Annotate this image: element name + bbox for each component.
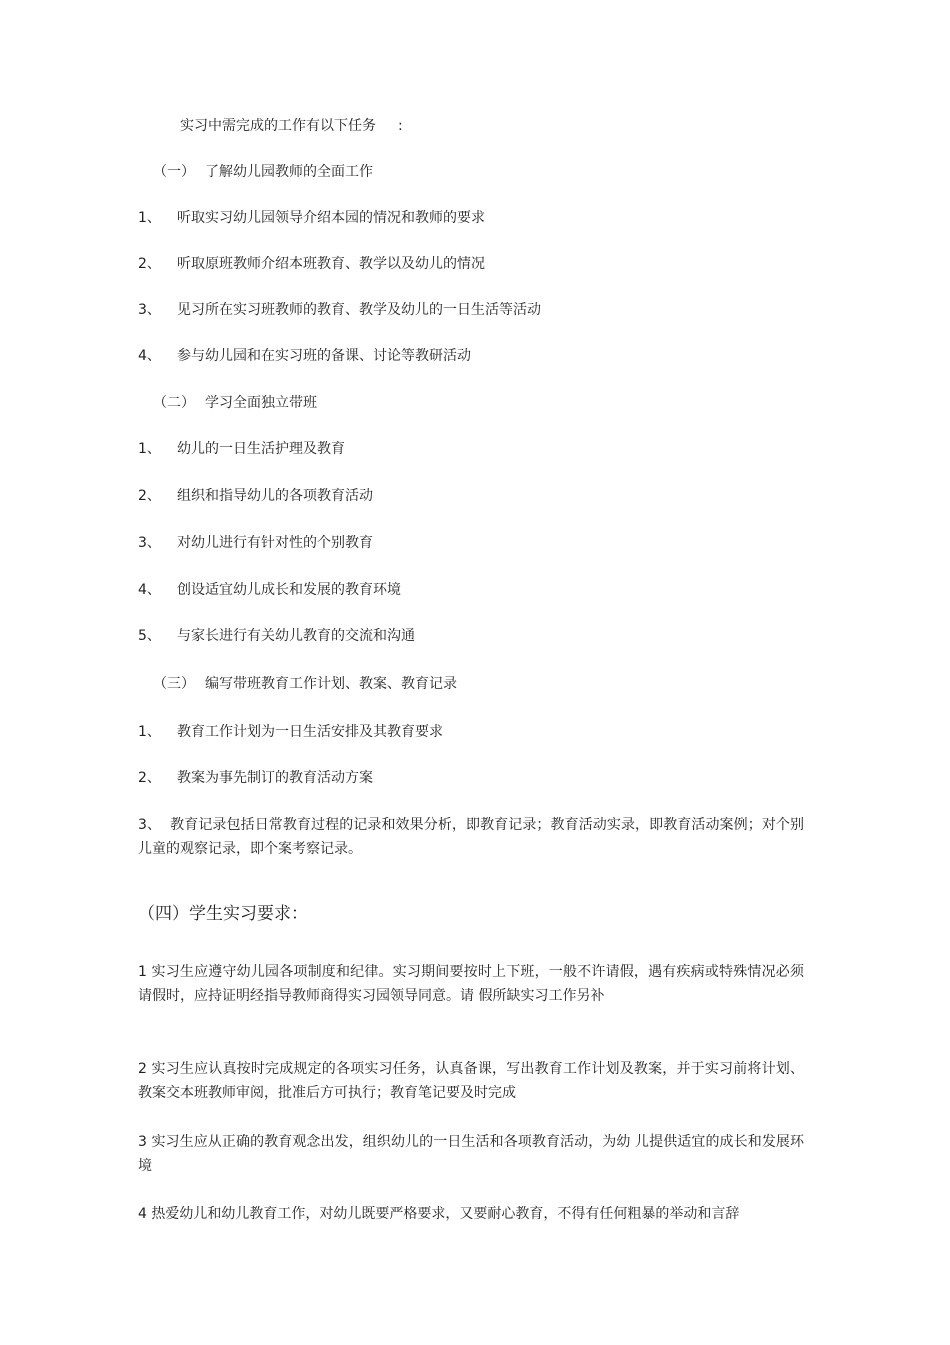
- item-text: 听取原班教师介绍本班教育、教学以及幼儿的情况: [177, 256, 485, 272]
- item-text: 对幼儿进行有针对性的个别教育: [177, 535, 373, 551]
- section-label: （二）: [153, 395, 195, 411]
- list-item: [138, 486, 373, 506]
- section-title: 了解幼儿园教师的全面工作: [205, 164, 373, 180]
- list-item: [138, 533, 373, 553]
- section-label: （一）: [153, 164, 195, 180]
- item-number: 3、: [138, 817, 162, 833]
- item-text: 参与幼儿园和在实习班的备课、讨论等教研活动: [177, 348, 471, 364]
- section-heading: [153, 674, 457, 694]
- list-item: [138, 626, 415, 646]
- item-text: 创设适宜幼儿成长和发展的教育环境: [177, 582, 401, 598]
- requirements-heading: （四）学生实习要求：: [138, 904, 308, 924]
- requirement-paragraph: 3 实习生应从正确的教育观念出发，组织幼儿的一日生活和各项教育活动，为幼 儿提供适宜的成长和发展环境: [138, 1134, 804, 1174]
- list-item: [138, 768, 373, 788]
- item-text: 幼儿的一日生活护理及教育: [177, 441, 345, 457]
- list-item: [138, 580, 401, 600]
- item-number: 3、: [138, 535, 161, 551]
- item-number: 2、: [138, 488, 161, 504]
- item-number: 5、: [138, 628, 161, 644]
- item-text: 听取实习幼儿园领导介绍本园的情况和教师的要求: [177, 210, 485, 226]
- item-text: 教育工作计划为一日生活安排及其教育要求: [177, 724, 443, 740]
- section-heading: [153, 393, 317, 413]
- list-item: [138, 254, 485, 274]
- section-label: （三）: [153, 676, 195, 692]
- item-text: 与家长进行有关幼儿教育的交流和沟通: [177, 628, 415, 644]
- item-text: 教育记录包括日常教育过程的记录和效果分析，即教育记录；教育活动实录，即教育活动案例；对个别儿童的观察记录，即个案考察记录。: [138, 817, 804, 857]
- section-title: 学习全面独立带班: [205, 395, 317, 411]
- list-item: [138, 346, 471, 366]
- item-number: 4、: [138, 582, 161, 598]
- requirement-paragraph: 4 热爱幼儿和幼儿教育工作，对幼儿既要严格要求，又要耐心教育，不得有任何粗暴的举动和言辞: [138, 1206, 740, 1222]
- list-item: [138, 208, 485, 228]
- item-number: 1、: [138, 441, 161, 457]
- section-heading: [153, 162, 373, 182]
- item-number: 2、: [138, 256, 161, 272]
- list-item: [138, 722, 443, 742]
- intro-colon: :: [398, 118, 403, 134]
- intro-text: 实习中需完成的工作有以下任务: [180, 118, 376, 134]
- item-text: 见习所在实习班教师的教育、教学及幼儿的一日生活等活动: [177, 302, 541, 318]
- item-number: 2、: [138, 770, 161, 786]
- requirement-paragraph: 2 实习生应认真按时完成规定的各项实习任务，认真备课，写出教育工作计划及教案，并于实习前将计划、教案交本班教师审阅，批准后方可执行；教育笔记要及时完成: [138, 1061, 804, 1101]
- long-list-item: [138, 813, 804, 861]
- requirement-paragraph: 1 实习生应遵守幼儿园各项制度和纪律。实习期间要按时上下班，一般不许请假，遇有疾病或特殊情况必须请假时，应持证明经指导教师商得实习园领导同意。请 假所缺实习工作另补: [138, 964, 804, 1004]
- intro-line: [180, 116, 403, 136]
- list-item: [138, 439, 345, 459]
- section-title: 编写带班教育工作计划、教案、教育记录: [205, 676, 457, 692]
- item-text: 组织和指导幼儿的各项教育活动: [177, 488, 373, 504]
- item-text: 教案为事先制订的教育活动方案: [177, 770, 373, 786]
- item-number: 4、: [138, 348, 161, 364]
- item-number: 1、: [138, 210, 161, 226]
- item-number: 3、: [138, 302, 161, 318]
- item-number: 1、: [138, 724, 161, 740]
- list-item: [138, 300, 541, 320]
